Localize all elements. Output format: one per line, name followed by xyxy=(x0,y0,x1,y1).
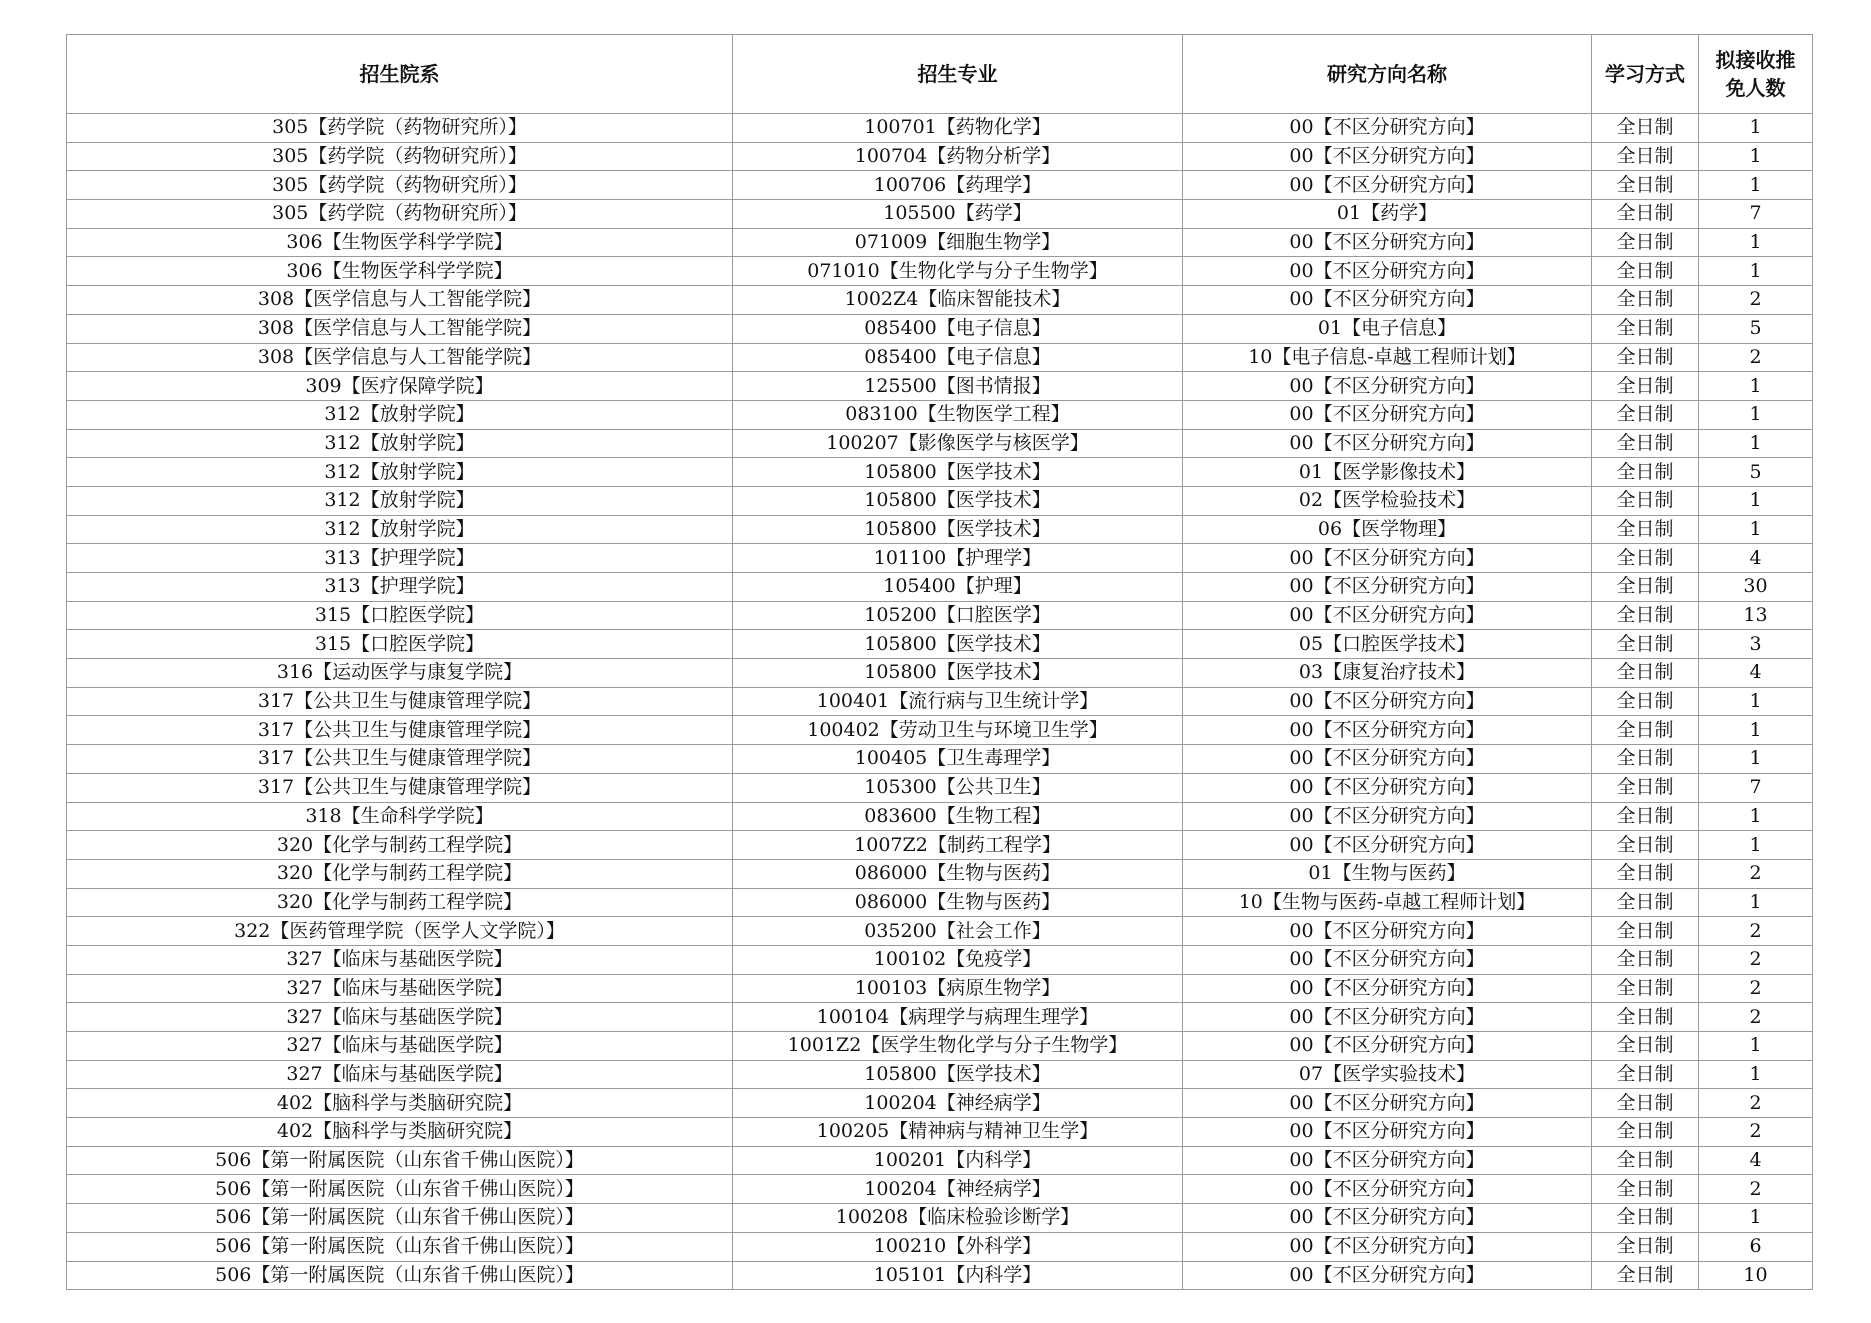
cell-major: 071010【生物化学与分子生物学】 xyxy=(733,257,1183,286)
cell-direction: 00【不区分研究方向】 xyxy=(1183,1003,1592,1032)
cell-mode: 全日制 xyxy=(1592,974,1699,1003)
cell-dept: 317【公共卫生与健康管理学院】 xyxy=(67,745,733,774)
cell-count: 1 xyxy=(1699,372,1813,401)
cell-direction: 01【电子信息】 xyxy=(1183,314,1592,343)
table-row xyxy=(67,314,1813,343)
cell-direction: 01【生物与医药】 xyxy=(1183,859,1592,888)
cell-direction: 00【不区分研究方向】 xyxy=(1183,228,1592,257)
table-row xyxy=(67,257,1813,286)
cell-direction: 03【康复治疗技术】 xyxy=(1183,659,1592,688)
cell-major: 035200【社会工作】 xyxy=(733,917,1183,946)
cell-mode: 全日制 xyxy=(1592,171,1699,200)
cell-dept: 305【药学院（药物研究所）】 xyxy=(67,200,733,229)
cell-mode: 全日制 xyxy=(1592,1089,1699,1118)
cell-direction: 00【不区分研究方向】 xyxy=(1183,716,1592,745)
cell-dept: 506【第一附属医院（山东省千佛山医院）】 xyxy=(67,1146,733,1175)
table-row xyxy=(67,745,1813,774)
cell-direction: 01【医学影像技术】 xyxy=(1183,458,1592,487)
cell-dept: 312【放射学院】 xyxy=(67,515,733,544)
cell-count: 4 xyxy=(1699,544,1813,573)
cell-direction: 00【不区分研究方向】 xyxy=(1183,257,1592,286)
cell-direction: 00【不区分研究方向】 xyxy=(1183,1089,1592,1118)
cell-count: 1 xyxy=(1699,1032,1813,1061)
cell-direction: 00【不区分研究方向】 xyxy=(1183,974,1592,1003)
cell-count: 2 xyxy=(1699,343,1813,372)
header-major: 招生专业 xyxy=(733,35,1183,114)
cell-major: 100402【劳动卫生与环境卫生学】 xyxy=(733,716,1183,745)
cell-dept: 306【生物医学科学学院】 xyxy=(67,257,733,286)
cell-direction: 00【不区分研究方向】 xyxy=(1183,1232,1592,1261)
cell-dept: 327【临床与基础医学院】 xyxy=(67,945,733,974)
cell-dept: 308【医学信息与人工智能学院】 xyxy=(67,286,733,315)
cell-count: 1 xyxy=(1699,429,1813,458)
table-row xyxy=(67,917,1813,946)
cell-mode: 全日制 xyxy=(1592,802,1699,831)
cell-mode: 全日制 xyxy=(1592,745,1699,774)
cell-dept: 306【生物医学科学学院】 xyxy=(67,228,733,257)
admissions-table xyxy=(66,34,1813,1290)
cell-major: 105800【医学技术】 xyxy=(733,630,1183,659)
cell-dept: 506【第一附属医院（山东省千佛山医院）】 xyxy=(67,1232,733,1261)
table-row xyxy=(67,429,1813,458)
cell-major: 100207【影像医学与核医学】 xyxy=(733,429,1183,458)
cell-count: 30 xyxy=(1699,573,1813,602)
table-row xyxy=(67,171,1813,200)
cell-count: 1 xyxy=(1699,257,1813,286)
cell-major: 100706【药理学】 xyxy=(733,171,1183,200)
cell-dept: 317【公共卫生与健康管理学院】 xyxy=(67,716,733,745)
cell-mode: 全日制 xyxy=(1592,458,1699,487)
cell-direction: 00【不区分研究方向】 xyxy=(1183,1118,1592,1147)
cell-count: 1 xyxy=(1699,515,1813,544)
cell-mode: 全日制 xyxy=(1592,601,1699,630)
cell-count: 1 xyxy=(1699,687,1813,716)
cell-count: 1 xyxy=(1699,802,1813,831)
cell-major: 083600【生物工程】 xyxy=(733,802,1183,831)
cell-direction: 01【药学】 xyxy=(1183,200,1592,229)
cell-dept: 320【化学与制药工程学院】 xyxy=(67,831,733,860)
cell-mode: 全日制 xyxy=(1592,142,1699,171)
cell-count: 13 xyxy=(1699,601,1813,630)
cell-count: 10 xyxy=(1699,1261,1813,1290)
cell-major: 105200【口腔医学】 xyxy=(733,601,1183,630)
cell-count: 6 xyxy=(1699,1232,1813,1261)
cell-major: 100210【外科学】 xyxy=(733,1232,1183,1261)
table-row xyxy=(67,773,1813,802)
table-row xyxy=(67,1003,1813,1032)
cell-major: 086000【生物与医药】 xyxy=(733,888,1183,917)
cell-dept: 320【化学与制药工程学院】 xyxy=(67,859,733,888)
cell-count: 7 xyxy=(1699,200,1813,229)
cell-mode: 全日制 xyxy=(1592,630,1699,659)
cell-dept: 316【运动医学与康复学院】 xyxy=(67,659,733,688)
cell-major: 100405【卫生毒理学】 xyxy=(733,745,1183,774)
table-row xyxy=(67,114,1813,143)
cell-mode: 全日制 xyxy=(1592,372,1699,401)
cell-mode: 全日制 xyxy=(1592,486,1699,515)
table-row xyxy=(67,1060,1813,1089)
cell-direction: 10【生物与医药-卓越工程师计划】 xyxy=(1183,888,1592,917)
cell-mode: 全日制 xyxy=(1592,1060,1699,1089)
table-row xyxy=(67,1089,1813,1118)
cell-dept: 506【第一附属医院（山东省千佛山医院）】 xyxy=(67,1204,733,1233)
table-row xyxy=(67,1118,1813,1147)
cell-major: 071009【细胞生物学】 xyxy=(733,228,1183,257)
table-row xyxy=(67,1032,1813,1061)
cell-direction: 00【不区分研究方向】 xyxy=(1183,773,1592,802)
cell-dept: 320【化学与制药工程学院】 xyxy=(67,888,733,917)
cell-direction: 00【不区分研究方向】 xyxy=(1183,372,1592,401)
cell-mode: 全日制 xyxy=(1592,1232,1699,1261)
cell-direction: 00【不区分研究方向】 xyxy=(1183,687,1592,716)
cell-major: 100204【神经病学】 xyxy=(733,1089,1183,1118)
cell-mode: 全日制 xyxy=(1592,659,1699,688)
cell-direction: 00【不区分研究方向】 xyxy=(1183,945,1592,974)
cell-dept: 402【脑科学与类脑研究院】 xyxy=(67,1089,733,1118)
table-row xyxy=(67,1261,1813,1290)
table-header xyxy=(67,35,1813,114)
cell-major: 083100【生物医学工程】 xyxy=(733,400,1183,429)
header-count-line2: 免人数 xyxy=(1725,76,1786,100)
table-row xyxy=(67,228,1813,257)
cell-count: 1 xyxy=(1699,888,1813,917)
cell-mode: 全日制 xyxy=(1592,400,1699,429)
cell-direction: 00【不区分研究方向】 xyxy=(1183,1261,1592,1290)
cell-count: 2 xyxy=(1699,1089,1813,1118)
cell-mode: 全日制 xyxy=(1592,831,1699,860)
cell-dept: 313【护理学院】 xyxy=(67,573,733,602)
cell-major: 125500【图书情报】 xyxy=(733,372,1183,401)
cell-count: 2 xyxy=(1699,1118,1813,1147)
cell-dept: 327【临床与基础医学院】 xyxy=(67,1032,733,1061)
cell-dept: 305【药学院（药物研究所）】 xyxy=(67,171,733,200)
cell-major: 085400【电子信息】 xyxy=(733,343,1183,372)
cell-dept: 312【放射学院】 xyxy=(67,429,733,458)
cell-count: 5 xyxy=(1699,314,1813,343)
cell-direction: 00【不区分研究方向】 xyxy=(1183,1204,1592,1233)
cell-count: 2 xyxy=(1699,917,1813,946)
cell-dept: 312【放射学院】 xyxy=(67,486,733,515)
cell-count: 7 xyxy=(1699,773,1813,802)
cell-mode: 全日制 xyxy=(1592,1118,1699,1147)
table-row xyxy=(67,888,1813,917)
cell-count: 2 xyxy=(1699,974,1813,1003)
table-row xyxy=(67,601,1813,630)
cell-dept: 506【第一附属医院（山东省千佛山医院）】 xyxy=(67,1261,733,1290)
table-row xyxy=(67,573,1813,602)
table-row xyxy=(67,286,1813,315)
cell-direction: 07【医学实验技术】 xyxy=(1183,1060,1592,1089)
table-row xyxy=(67,716,1813,745)
cell-dept: 315【口腔医学院】 xyxy=(67,630,733,659)
cell-major: 100401【流行病与卫生统计学】 xyxy=(733,687,1183,716)
cell-major: 101100【护理学】 xyxy=(733,544,1183,573)
header-direction: 研究方向名称 xyxy=(1183,35,1592,114)
cell-direction: 00【不区分研究方向】 xyxy=(1183,831,1592,860)
cell-count: 1 xyxy=(1699,228,1813,257)
cell-dept: 309【医疗保障学院】 xyxy=(67,372,733,401)
table-row xyxy=(67,945,1813,974)
cell-mode: 全日制 xyxy=(1592,1032,1699,1061)
table-row xyxy=(67,200,1813,229)
cell-mode: 全日制 xyxy=(1592,1003,1699,1032)
cell-mode: 全日制 xyxy=(1592,200,1699,229)
cell-direction: 00【不区分研究方向】 xyxy=(1183,400,1592,429)
header-dept: 招生院系 xyxy=(67,35,733,114)
cell-direction: 00【不区分研究方向】 xyxy=(1183,745,1592,774)
cell-major: 105101【内科学】 xyxy=(733,1261,1183,1290)
cell-mode: 全日制 xyxy=(1592,515,1699,544)
cell-mode: 全日制 xyxy=(1592,314,1699,343)
cell-count: 1 xyxy=(1699,171,1813,200)
cell-mode: 全日制 xyxy=(1592,716,1699,745)
header-count xyxy=(1699,35,1813,114)
cell-direction: 06【医学物理】 xyxy=(1183,515,1592,544)
cell-major: 1007Z2【制药工程学】 xyxy=(733,831,1183,860)
cell-major: 100201【内科学】 xyxy=(733,1146,1183,1175)
cell-major: 100701【药物化学】 xyxy=(733,114,1183,143)
table-row xyxy=(67,515,1813,544)
cell-mode: 全日制 xyxy=(1592,1261,1699,1290)
cell-count: 1 xyxy=(1699,1060,1813,1089)
table-row xyxy=(67,659,1813,688)
cell-direction: 02【医学检验技术】 xyxy=(1183,486,1592,515)
cell-count: 2 xyxy=(1699,859,1813,888)
cell-direction: 00【不区分研究方向】 xyxy=(1183,601,1592,630)
table-row xyxy=(67,1232,1813,1261)
table-row xyxy=(67,544,1813,573)
cell-mode: 全日制 xyxy=(1592,114,1699,143)
cell-direction: 00【不区分研究方向】 xyxy=(1183,1032,1592,1061)
cell-dept: 308【医学信息与人工智能学院】 xyxy=(67,343,733,372)
cell-major: 1001Z2【医学生物化学与分子生物学】 xyxy=(733,1032,1183,1061)
cell-mode: 全日制 xyxy=(1592,573,1699,602)
cell-dept: 312【放射学院】 xyxy=(67,458,733,487)
cell-major: 100208【临床检验诊断学】 xyxy=(733,1204,1183,1233)
cell-major: 100204【神经病学】 xyxy=(733,1175,1183,1204)
header-mode: 学习方式 xyxy=(1592,35,1699,114)
cell-mode: 全日制 xyxy=(1592,228,1699,257)
cell-direction: 10【电子信息-卓越工程师计划】 xyxy=(1183,343,1592,372)
cell-count: 1 xyxy=(1699,142,1813,171)
cell-dept: 318【生命科学学院】 xyxy=(67,802,733,831)
cell-count: 2 xyxy=(1699,286,1813,315)
cell-direction: 00【不区分研究方向】 xyxy=(1183,429,1592,458)
table-row xyxy=(67,630,1813,659)
cell-direction: 00【不区分研究方向】 xyxy=(1183,917,1592,946)
cell-count: 1 xyxy=(1699,400,1813,429)
cell-dept: 308【医学信息与人工智能学院】 xyxy=(67,314,733,343)
cell-direction: 00【不区分研究方向】 xyxy=(1183,114,1592,143)
cell-count: 1 xyxy=(1699,745,1813,774)
cell-direction: 05【口腔医学技术】 xyxy=(1183,630,1592,659)
cell-count: 1 xyxy=(1699,114,1813,143)
cell-dept: 322【医药管理学院（医学人文学院）】 xyxy=(67,917,733,946)
cell-mode: 全日制 xyxy=(1592,945,1699,974)
cell-mode: 全日制 xyxy=(1592,888,1699,917)
cell-count: 1 xyxy=(1699,831,1813,860)
cell-mode: 全日制 xyxy=(1592,917,1699,946)
cell-count: 1 xyxy=(1699,1204,1813,1233)
table-row xyxy=(67,687,1813,716)
cell-mode: 全日制 xyxy=(1592,257,1699,286)
cell-dept: 305【药学院（药物研究所）】 xyxy=(67,114,733,143)
table-row xyxy=(67,458,1813,487)
cell-major: 100704【药物分析学】 xyxy=(733,142,1183,171)
table-row xyxy=(67,372,1813,401)
table-row xyxy=(67,831,1813,860)
cell-major: 085400【电子信息】 xyxy=(733,314,1183,343)
cell-mode: 全日制 xyxy=(1592,687,1699,716)
cell-mode: 全日制 xyxy=(1592,1175,1699,1204)
cell-count: 3 xyxy=(1699,630,1813,659)
cell-dept: 315【口腔医学院】 xyxy=(67,601,733,630)
cell-direction: 00【不区分研究方向】 xyxy=(1183,802,1592,831)
table-row xyxy=(67,142,1813,171)
cell-dept: 327【临床与基础医学院】 xyxy=(67,1060,733,1089)
cell-dept: 313【护理学院】 xyxy=(67,544,733,573)
table-row xyxy=(67,486,1813,515)
cell-direction: 00【不区分研究方向】 xyxy=(1183,171,1592,200)
cell-mode: 全日制 xyxy=(1592,773,1699,802)
cell-mode: 全日制 xyxy=(1592,859,1699,888)
cell-dept: 317【公共卫生与健康管理学院】 xyxy=(67,687,733,716)
cell-major: 105500【药学】 xyxy=(733,200,1183,229)
cell-count: 2 xyxy=(1699,1003,1813,1032)
cell-dept: 506【第一附属医院（山东省千佛山医院）】 xyxy=(67,1175,733,1204)
cell-major: 086000【生物与医药】 xyxy=(733,859,1183,888)
table-row xyxy=(67,1204,1813,1233)
cell-major: 105400【护理】 xyxy=(733,573,1183,602)
cell-mode: 全日制 xyxy=(1592,1146,1699,1175)
cell-major: 105800【医学技术】 xyxy=(733,486,1183,515)
cell-direction: 00【不区分研究方向】 xyxy=(1183,142,1592,171)
cell-major: 105800【医学技术】 xyxy=(733,515,1183,544)
table-row xyxy=(67,343,1813,372)
cell-dept: 402【脑科学与类脑研究院】 xyxy=(67,1118,733,1147)
cell-count: 2 xyxy=(1699,1175,1813,1204)
cell-count: 1 xyxy=(1699,716,1813,745)
table-row xyxy=(67,1175,1813,1204)
cell-major: 100103【病原生物学】 xyxy=(733,974,1183,1003)
table-row xyxy=(67,400,1813,429)
cell-direction: 00【不区分研究方向】 xyxy=(1183,573,1592,602)
table-row xyxy=(67,802,1813,831)
cell-dept: 317【公共卫生与健康管理学院】 xyxy=(67,773,733,802)
table-row xyxy=(67,974,1813,1003)
cell-dept: 312【放射学院】 xyxy=(67,400,733,429)
table-row xyxy=(67,1146,1813,1175)
cell-direction: 00【不区分研究方向】 xyxy=(1183,1175,1592,1204)
cell-dept: 305【药学院（药物研究所）】 xyxy=(67,142,733,171)
cell-major: 105300【公共卫生】 xyxy=(733,773,1183,802)
table-row xyxy=(67,859,1813,888)
cell-direction: 00【不区分研究方向】 xyxy=(1183,286,1592,315)
cell-dept: 327【临床与基础医学院】 xyxy=(67,974,733,1003)
cell-dept: 327【临床与基础医学院】 xyxy=(67,1003,733,1032)
table-body xyxy=(67,114,1813,1290)
cell-count: 1 xyxy=(1699,486,1813,515)
cell-major: 105800【医学技术】 xyxy=(733,1060,1183,1089)
cell-direction: 00【不区分研究方向】 xyxy=(1183,1146,1592,1175)
cell-mode: 全日制 xyxy=(1592,286,1699,315)
cell-major: 100205【精神病与精神卫生学】 xyxy=(733,1118,1183,1147)
cell-direction: 00【不区分研究方向】 xyxy=(1183,544,1592,573)
cell-count: 4 xyxy=(1699,1146,1813,1175)
cell-mode: 全日制 xyxy=(1592,343,1699,372)
cell-mode: 全日制 xyxy=(1592,544,1699,573)
cell-major: 100102【免疫学】 xyxy=(733,945,1183,974)
cell-count: 5 xyxy=(1699,458,1813,487)
cell-mode: 全日制 xyxy=(1592,1204,1699,1233)
header-row xyxy=(67,35,1813,114)
cell-mode: 全日制 xyxy=(1592,429,1699,458)
cell-major: 1002Z4【临床智能技术】 xyxy=(733,286,1183,315)
cell-major: 105800【医学技术】 xyxy=(733,659,1183,688)
cell-major: 105800【医学技术】 xyxy=(733,458,1183,487)
cell-major: 100104【病理学与病理生理学】 xyxy=(733,1003,1183,1032)
header-count-line1: 拟接收推 xyxy=(1715,48,1796,72)
cell-count: 4 xyxy=(1699,659,1813,688)
cell-count: 2 xyxy=(1699,945,1813,974)
